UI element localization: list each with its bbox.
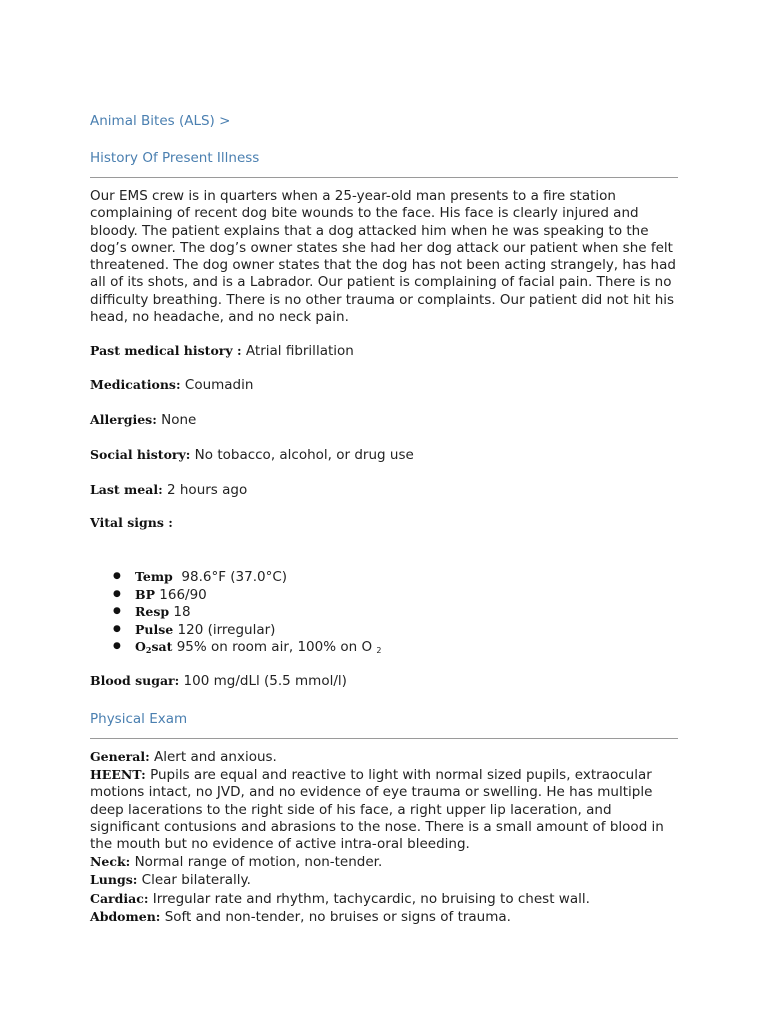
blood-sugar-label: Blood sugar: bbox=[90, 673, 180, 688]
vital-o2sat-value: 95% on room air, 100% on O $_2$ bbox=[176, 639, 382, 655]
bullet-icon: ● bbox=[113, 641, 121, 651]
exam-general-value: Alert and anxious. bbox=[154, 749, 277, 765]
exam-abdomen-label: Abdomen: bbox=[90, 908, 161, 924]
history-paragraph: Our EMS crew is in quarters when a 25-year-old man presents to a fire station complaining of recent dog bite wounds to the face. His face is clearly injured and bloody. The patient explains that a dog attacked him when he was speaking to the dog’s owner. The dog’s owner states she had her dog attack our patient when she felt threatened. The dog owner states that the dog has not been acting strangely, has had all of its shots, and is a Labrador. Our patient is complaining of facial pain. There is no difficulty breathing. There is no other trauma or complaints. Our patient did not hit his head, no headache, and no neck pain. bbox=[90, 188, 676, 326]
exam-lungs-value: Clear bilaterally. bbox=[141, 872, 251, 889]
exam-cardiac bbox=[90, 890, 678, 908]
bullet-icon: ● bbox=[113, 588, 121, 599]
last-meal-label: Last meal: bbox=[90, 482, 163, 497]
exam-cardiac-label: Cardiac: bbox=[90, 890, 149, 906]
medications bbox=[90, 377, 253, 393]
vital-temp-label: Temp bbox=[135, 569, 173, 584]
vital-o2sat bbox=[90, 638, 381, 656]
exam-neck-value: Normal range of motion, non-tender. bbox=[134, 854, 383, 871]
vital-resp bbox=[90, 603, 381, 621]
social-history bbox=[90, 447, 414, 463]
medications-value: Coumadin bbox=[184, 377, 254, 393]
exam-lungs bbox=[90, 871, 678, 889]
allergies-label: Allergies: bbox=[90, 412, 157, 427]
history-divider bbox=[90, 177, 678, 178]
exam-cardiac-value: Irregular rate and rhythm, tachycardic, no bruising to chest wall. bbox=[152, 890, 590, 907]
breadcrumb[interactable]: Animal Bites (ALS) > bbox=[90, 113, 231, 129]
physical-exam-body bbox=[90, 748, 678, 926]
physical-exam-heading: Physical Exam bbox=[90, 711, 188, 727]
exam-heent bbox=[90, 766, 678, 853]
exam-general bbox=[90, 748, 678, 766]
vital-bp-label: BP bbox=[135, 586, 155, 602]
history-heading: History Of Present Illness bbox=[90, 150, 260, 166]
vital-resp-label: Resp bbox=[135, 604, 170, 619]
past-medical-history-label: Past medical history : bbox=[90, 343, 242, 358]
vital-signs-label: Vital signs : bbox=[90, 515, 173, 530]
bullet-icon: ● bbox=[113, 623, 121, 634]
social-history-label: Social history: bbox=[90, 447, 191, 462]
exam-neck-label: Neck: bbox=[90, 854, 131, 870]
social-history-value: No tobacco, alcohol, or drug use bbox=[194, 447, 414, 463]
vital-bp bbox=[90, 586, 381, 604]
exam-heent-label: HEENT: bbox=[90, 767, 146, 783]
vital-temp bbox=[90, 568, 381, 586]
vital-pulse-label: Pulse bbox=[135, 621, 174, 637]
vital-signs-list bbox=[90, 568, 381, 656]
vital-bp-value: 166/90 bbox=[159, 586, 207, 603]
vital-signs-heading bbox=[90, 515, 173, 531]
bullet-icon: ● bbox=[113, 606, 121, 616]
bullet-icon: ● bbox=[113, 571, 121, 581]
past-medical-history bbox=[90, 343, 354, 359]
last-meal-value: 2 hours ago bbox=[167, 482, 248, 498]
exam-abdomen bbox=[90, 908, 678, 926]
vital-resp-value: 18 bbox=[173, 604, 191, 620]
allergies-value: None bbox=[161, 412, 197, 428]
blood-sugar-value: 100 mg/dLl (5.5 mmol/l) bbox=[183, 673, 347, 689]
exam-neck bbox=[90, 853, 678, 871]
medications-label: Medications: bbox=[90, 377, 181, 392]
exam-abdomen-value: Soft and non-tender, no bruises or signs of trauma. bbox=[164, 908, 511, 925]
vital-pulse-value: 120 (irregular) bbox=[177, 621, 276, 638]
vital-pulse bbox=[90, 621, 381, 639]
last-meal bbox=[90, 482, 247, 498]
vital-o2sat-label: $O_2sat$ bbox=[135, 639, 173, 655]
physical-exam-divider bbox=[90, 738, 678, 739]
exam-general-label: General: bbox=[90, 749, 150, 764]
exam-heent-value: Pupils are equal and reactive to light with normal sized pupils, extraocular motions intact, no JVD, and no evidence of eye trauma or swelling. He has multiple deep lacerations to the right side of his face, a right upper lip laceration, and significant contusions and abrasions to the nose. There is a small amount of blood in the mouth but no evidence of active intra-oral bleeding. bbox=[90, 767, 664, 853]
vital-temp-value: 98.6°F (37.0°C) bbox=[181, 569, 288, 585]
blood-sugar bbox=[90, 673, 347, 689]
past-medical-history-value: Atrial fibrillation bbox=[245, 343, 354, 359]
allergies bbox=[90, 412, 196, 428]
exam-lungs-label: Lungs: bbox=[90, 872, 138, 888]
